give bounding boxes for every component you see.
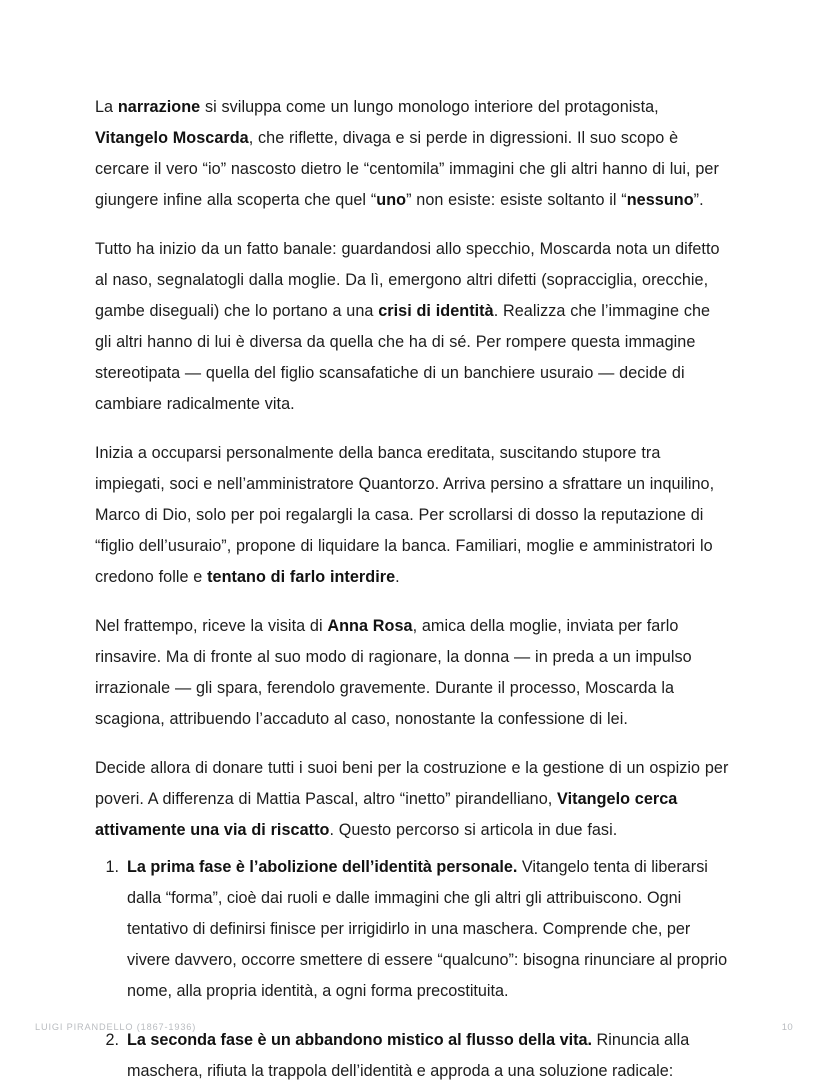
body-paragraph-1-run-4: , che riflette, divaga e si perde in digressioni. Il suo scopo è cercare il vero “io” nascosto dietro le “centomila” immagini che gli altri hanno di lui, per giungere infine alla scoperta che quel “ <box>95 129 719 209</box>
body-paragraph-3-run-0: Inizia a occuparsi personalmente della banca ereditata, suscitando stupore tra impiegati, soci e nell’amministratore Quantorzo. Arriva persino a sfrattare un inquilino, Marco di Dio, solo per poi regalargli la casa. Per scrollarsi di dosso la reputazione di “figlio dell’usuraio”, propone di liquidare la banca. Familiari, moglie e amministratori lo credono folle e <box>95 444 715 586</box>
phase-list-marker-2: 2. <box>105 1031 119 1049</box>
body-paragraph-1-run-5: uno <box>376 191 407 209</box>
body-paragraph-1-run-1: narrazione <box>117 98 201 116</box>
body-paragraph-5 <box>95 753 731 846</box>
body-paragraph-2-run-2: . Realizza che l’immagine che gli altri hanno di lui è diversa da quella che ha di sé. Per rompere questa immagine stereotipata — quella del figlio scansafatiche di un banchiere usuraio — decide di cambiare radicalmente vita. <box>95 302 711 413</box>
phase-list-item-1-run-0: La prima fase è l’abolizione dell’identità personale. <box>127 858 518 876</box>
body-paragraph-5-run-1: Vitangelo cerca attivamente una via di riscatto <box>95 790 678 839</box>
page-number: 10 <box>781 1021 793 1033</box>
body-paragraph-1-run-8: ”. <box>693 191 704 209</box>
page-content <box>95 92 731 1087</box>
body-paragraph-2-run-0: Tutto ha inizio da un fatto banale: guardandosi allo specchio, Moscarda nota un difetto al naso, segnalatogli dalla moglie. Da lì, emergono altri difetti (sopracciglia, orecchie, gambe diseguali) che lo portano a una <box>95 240 720 320</box>
footer-author-label: LUIGI PIRANDELLO (1867-1936) <box>35 1022 197 1032</box>
body-paragraph-4-run-0: Nel frattempo, riceve la visita di <box>95 617 328 635</box>
phase-list-item-2-run-1: Rinuncia alla maschera, rifiuta la trappola dell’identità e approda a una soluzione radicale: <box>127 1031 690 1080</box>
phase-list-marker-1: 1. <box>105 858 119 876</box>
page-footer <box>35 1019 793 1035</box>
phase-list-item-1-run-1: Vitangelo tenta di liberarsi dalla “forma”, cioè dai ruoli e dalle immagini che gli altri gli attribuiscono. Ogni tentativo di definirsi finisce per irrigidirlo in una maschera. Comprende che, per vivere davvero, occorre smettere di essere “qualcuno”: bisogna rinunciare al proprio nome, alla propria identità, a ogni forma precostituita. <box>127 858 728 1000</box>
body-paragraph-1-run-6: ” non esiste: esiste soltanto il “ <box>406 191 627 209</box>
body-paragraph-2-run-1: crisi di identità <box>378 302 494 320</box>
body-paragraph-3-run-2: . <box>395 568 400 586</box>
phase-list-text-1 <box>127 858 727 1000</box>
phase-list-text-2 <box>127 1031 689 1080</box>
body-paragraph-1-run-7: nessuno <box>626 191 694 209</box>
body-paragraph-1-run-0: La <box>95 98 118 116</box>
body-paragraph-5-run-2: . Questo percorso si articola in due fasi. <box>329 821 618 839</box>
body-paragraph-1 <box>95 92 731 216</box>
body-paragraph-3 <box>95 438 731 593</box>
body-paragraph-3-run-1: tentano di farlo interdire <box>207 568 396 586</box>
phase-list-item-1 <box>95 852 731 1007</box>
body-paragraph-4 <box>95 611 731 735</box>
body-paragraph-5-run-0: Decide allora di donare tutti i suoi beni per la costruzione e la gestione di un ospizio per poveri. A differenza di Mattia Pascal, altro “inetto” pirandelliano, <box>95 759 729 808</box>
phase-list <box>95 852 731 1087</box>
body-paragraph-2 <box>95 234 731 420</box>
body-paragraph-4-run-2: , amica della moglie, inviata per farlo rinsavire. Ma di fronte al suo modo di ragionare, la donna — in preda a un impulso irrazionale — gli spara, ferendolo gravemente. Durante il processo, Moscarda la scagiona, attribuendo l’accaduto al caso, nonostante la confessione di lei. <box>95 617 692 728</box>
paragraph-container <box>95 92 731 846</box>
phase-list-item-2-run-0: La seconda fase è un abbandono mistico al flusso della vita. <box>127 1031 593 1049</box>
body-paragraph-1-run-2: si sviluppa come un lungo monologo interiore del protagonista, <box>200 98 659 116</box>
body-paragraph-1-run-3: Vitangelo Moscarda <box>95 129 249 147</box>
body-paragraph-4-run-1: Anna Rosa <box>327 617 413 635</box>
